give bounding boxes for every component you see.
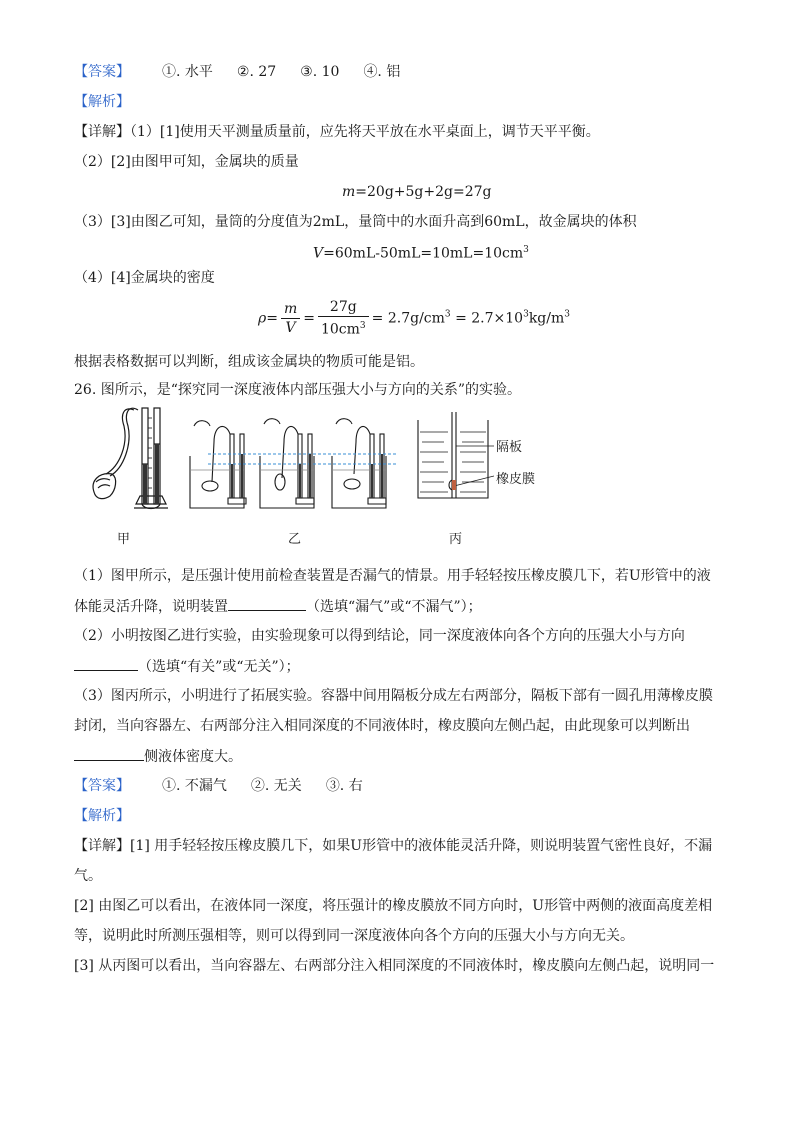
answer-tag: 【答案】 <box>74 778 130 794</box>
paragraph: （3）图丙所示，小明进行了拓展实验。容器中间用隔板分成左右两部分，隔板下部有一圆孔用薄橡皮膜 <box>74 688 713 704</box>
paragraph: 封闭，当向容器左、右两部分注入相同深度的不同液体时，橡皮膜向左侧凸起，由此现象可以判断出 <box>74 718 690 734</box>
detail-line: 【详解】（1）[1]使用天平测量质量前，应先将天平放在水平桌面上，调节天平平衡。 <box>74 124 600 140</box>
figure-label-bing: 丙 <box>449 532 463 547</box>
answer-item: ③. 10 <box>300 64 340 80</box>
paragraph: [3] 从丙图可以看出，当向容器左、右两部分注入相同深度的不同液体时，橡皮膜向左侧凸起，说明同一 <box>74 958 715 974</box>
conclusion: 根据表格数据可以判断，组成该金属块的物质可能是铝。 <box>74 354 424 370</box>
answer-row <box>74 62 424 82</box>
figure-yi <box>180 412 402 514</box>
paragraph: 气。 <box>74 868 102 884</box>
paragraph: （4）[4]金属块的密度 <box>74 270 215 286</box>
paragraph: [2] 由图乙可以看出，在液体同一深度，将压强计的橡皮膜放不同方向时，U形管中两侧的液面高度差相 <box>74 898 713 914</box>
answer-row <box>74 776 387 796</box>
answer-item: ①. 不漏气 <box>162 778 227 794</box>
paragraph: （选填“有关”或“无关”）； <box>74 656 300 677</box>
figure-bing <box>414 410 494 502</box>
paragraph: （1）图甲所示，是压强计使用前检查装置是否漏气的情景。用手轻轻按压橡皮膜几下，若U形管中的液 <box>74 568 711 584</box>
equation-density: ρ= $\frac{m}{V}$ = $\frac{27g}{10cm^3}$ = $2.7g/cm^3 = 2.7\times 10^3kg/m^3$ <box>258 299 570 338</box>
analysis-tag: 【解析】 <box>74 94 130 110</box>
paragraph: （2）小明按图乙进行实验，由实验现象可以得到结论，同一深度液体向各个方向的压强大小与方向 <box>74 628 685 644</box>
figure-label-jia: 甲 <box>117 532 131 547</box>
answer-tag: 【答案】 <box>74 64 130 80</box>
fill-blank <box>74 656 138 671</box>
answer-item: ②. 27 <box>236 64 277 80</box>
answer-item: ④. 铝 <box>363 64 401 80</box>
paragraph: 体能灵活升降，说明装置 （选填“漏气”或“不漏气”）； <box>74 596 482 617</box>
question-stem: 26. 图所示，是“探究同一深度液体内部压强大小与方向的关系”的实验。 <box>74 382 522 398</box>
detail-line: 【详解】[1] 用手轻轻按压橡皮膜几下，如果U形管中的液体能灵活升降，则说明装置气密性良好，不漏 <box>74 838 713 854</box>
figure-label-partition: 隔板 <box>496 440 523 455</box>
analysis-tag: 【解析】 <box>74 808 130 824</box>
figure-label-membrane: 橡皮膜 <box>496 472 536 487</box>
figure-label-yi: 乙 <box>288 532 302 547</box>
paragraph: 等，说明此时所测压强相等，则可以得到同一深度液体向各个方向的压强大小与方向无关。 <box>74 928 634 944</box>
equation-mass: m=20g+5g+2g=27g <box>342 184 492 200</box>
answer-item: ③. 右 <box>325 778 363 794</box>
paragraph: 侧液体密度大。 <box>74 746 242 767</box>
figure-jia <box>84 404 174 516</box>
paragraph: （3）[3]由图乙可知，量筒的分度值为2mL，量筒中的水面升高到60mL，故金属块的体积 <box>74 214 637 230</box>
fill-blank <box>228 596 306 611</box>
paragraph: （2）[2]由图甲可知，金属块的质量 <box>74 154 299 170</box>
fill-blank <box>74 746 144 761</box>
answer-item: ①. 水平 <box>162 64 213 80</box>
equation-volume: $V=60mL-50mL=10mL=10cm^3$ <box>313 245 529 262</box>
answer-item: ②. 无关 <box>250 778 302 794</box>
